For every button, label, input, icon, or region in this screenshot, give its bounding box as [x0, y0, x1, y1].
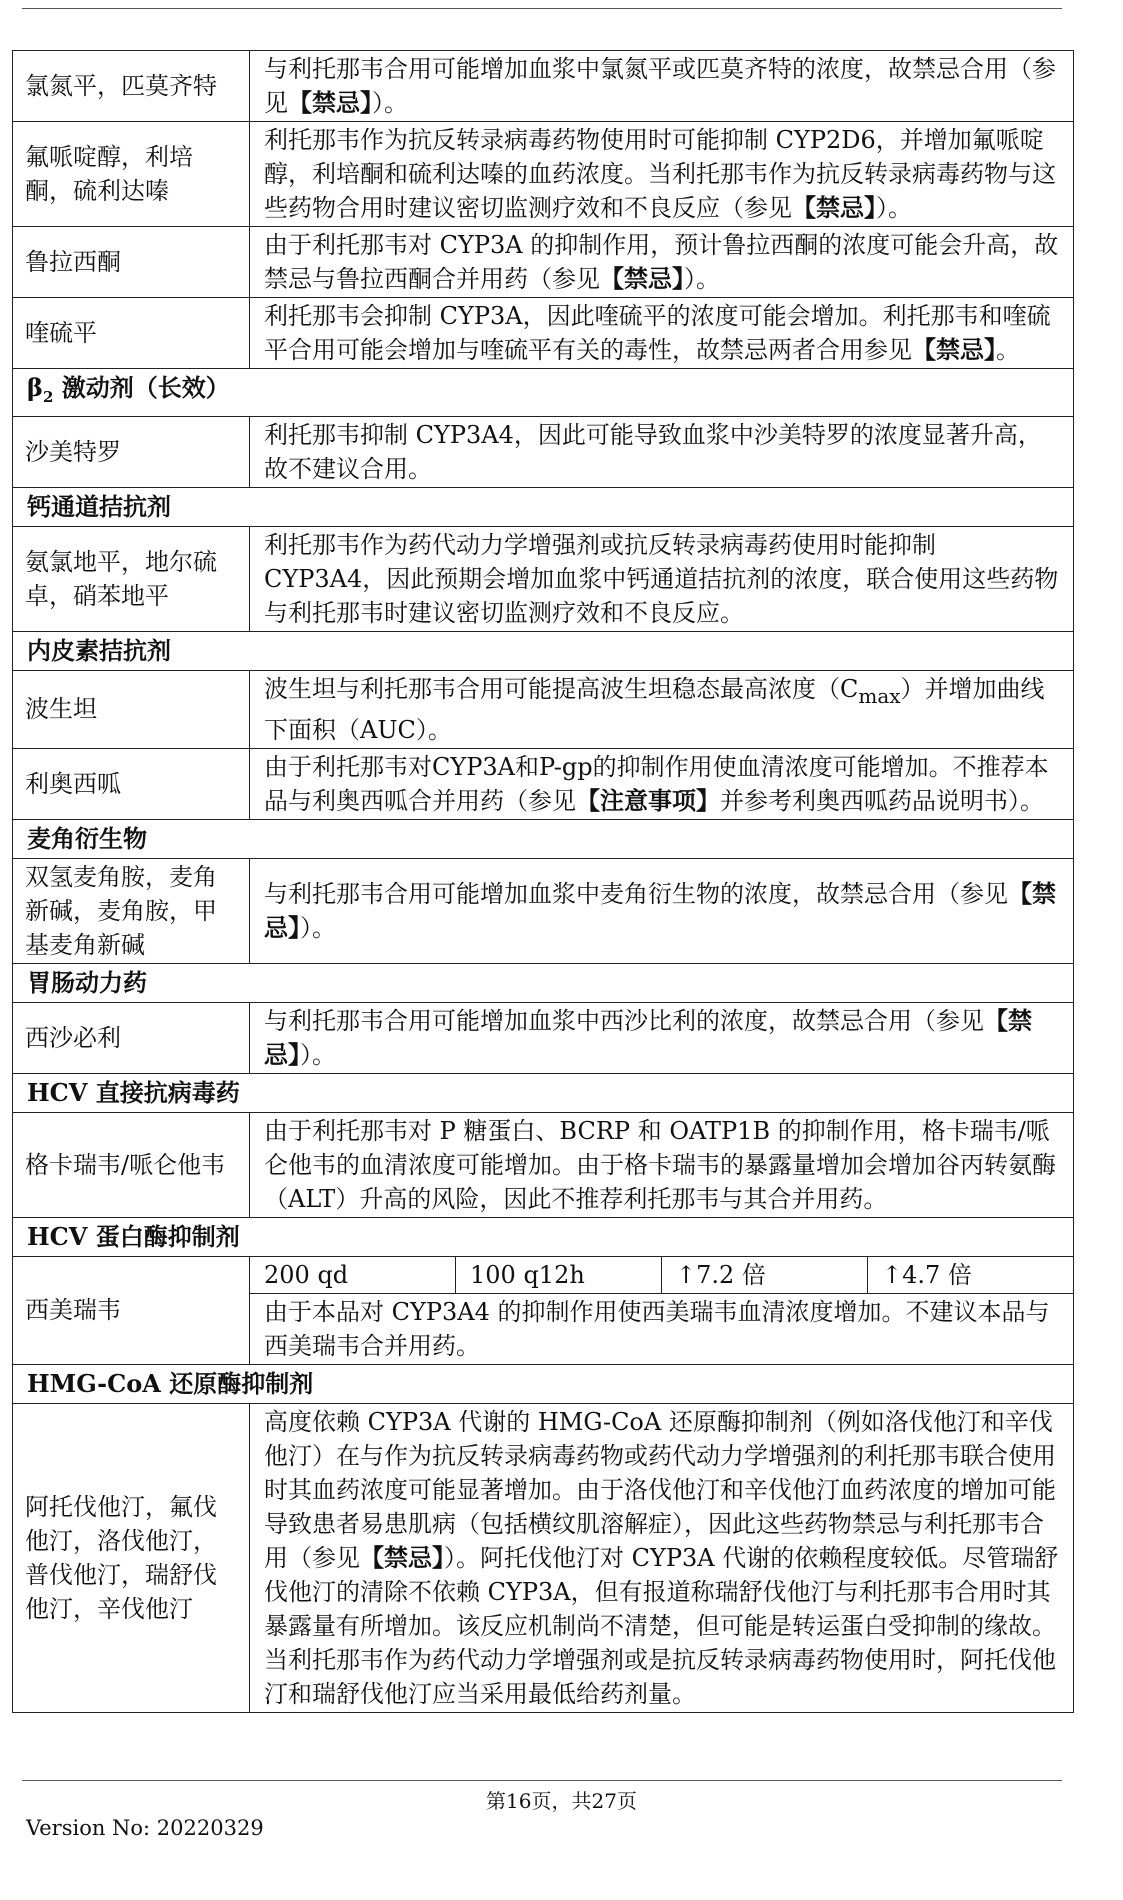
interaction-description-cell — [250, 748, 1074, 819]
drug-name-cell: 沙美特罗 — [13, 416, 250, 487]
interaction-description-cell — [250, 1112, 1074, 1217]
drug-row — [13, 1112, 1074, 1217]
category-heading: 内皮素拮抗剂 — [13, 631, 1074, 670]
header-rule — [22, 8, 1062, 9]
drug-row — [13, 298, 1074, 369]
drug-name-cell: 西沙必利 — [13, 1002, 250, 1073]
category-row — [13, 1217, 1074, 1256]
desc-text: 波生坦与利托那韦合用可能提高波生坦稳态最高浓度（C — [264, 674, 859, 703]
reference-link-text: 【禁忌】 — [288, 88, 372, 117]
desc-text: 由于利托那韦对CYP3A和P-gp的抑制作用使血清浓度可能增加。不推荐本品与利奥西呱合并用药（参见 — [264, 752, 1049, 815]
dose-cell: 100 q12h — [456, 1257, 662, 1293]
interaction-description-cell — [250, 670, 1074, 748]
drug-name-cell: 氟哌啶醇，利培酮，硫利达嗪 — [13, 122, 250, 227]
desc-text: 高度依赖 CYP3A 代谢的 HMG-CoA 还原酶抑制剂（例如洛伐他汀和辛伐他汀）在与作为抗反转录病毒药物或药代动力学增强剂的利托那韦联合使用时其血药浓度可能显著增加。由于洛伐他汀和辛伐他汀血药浓度的增加可能导致患者易患肌病（包括横纹肌溶解症），因此这些药物禁忌与利托那韦合用（参见 — [264, 1407, 1056, 1572]
dose-cell: ↑7.2 倍 — [662, 1257, 868, 1293]
interaction-description-cell — [250, 526, 1074, 631]
reference-link-text: 【注意事项】 — [576, 785, 720, 815]
desc-text: ）。 — [300, 1040, 336, 1069]
desc-text: ）。 — [876, 194, 912, 222]
drug-row — [13, 416, 1074, 487]
category-heading: HCV 蛋白酶抑制剂 — [13, 1217, 1074, 1256]
reference-link-text: 【禁忌】 — [600, 264, 684, 293]
subscript-text: max — [858, 683, 901, 708]
desc-text: ）。 — [372, 89, 408, 117]
interaction-description-cell — [250, 858, 1074, 963]
dose-row — [13, 1256, 1074, 1293]
category-label-rest: 激动剂（长效） — [53, 373, 230, 402]
desc-text: 由于利托那韦对 CYP3A 的抑制作用，预计鲁拉西酮的浓度可能会升高，故禁忌与鲁拉西酮合并用药（参见 — [264, 231, 1059, 293]
drug-interaction-table — [12, 50, 1074, 1713]
category-heading: 麦角衍生物 — [13, 819, 1074, 858]
drug-name-cell: 鲁拉西酮 — [13, 227, 250, 298]
drug-name-cell: 氯氮平，匹莫齐特 — [13, 51, 250, 122]
category-row — [13, 1364, 1074, 1403]
drug-name-cell: 氨氯地平，地尔硫卓，硝苯地平 — [13, 526, 250, 631]
desc-text: 利托那韦抑制 CYP3A4，因此可能导致血浆中沙美特罗的浓度显著升高，故不建议合用。 — [264, 420, 1042, 483]
desc-text: 。 — [996, 336, 1020, 364]
drug-row — [13, 1403, 1074, 1712]
category-heading — [13, 369, 1074, 417]
desc-text: 并参考利奥西呱药品说明书）。 — [720, 786, 1044, 815]
desc-text: 利托那韦作为药代动力学增强剂或抗反转录病毒药使用时能抑制 CYP3A4，因此预期会增加血浆中钙通道拮抗剂的浓度，联合使用这些药物与利托那韦时建议密切监测疗效和不良反应。 — [264, 530, 1059, 627]
drug-name-cell: 双氢麦角胺，麦角新碱，麦角胺，甲基麦角新碱 — [13, 858, 250, 963]
version-number: Version No: 20220329 — [26, 1816, 264, 1840]
category-heading: 钙通道拮抗剂 — [13, 487, 1074, 526]
category-row — [13, 631, 1074, 670]
desc-text: ）。 — [300, 913, 336, 942]
drug-row — [13, 122, 1074, 227]
drug-name-cell: 西美瑞韦 — [13, 1256, 250, 1364]
page-number: 第16页，共27页 — [486, 1789, 637, 1813]
desc-text: 与利托那韦合用可能增加血浆中西沙比利的浓度，故禁忌合用（参见 — [264, 1006, 984, 1035]
drug-name-cell: 喹硫平 — [13, 298, 250, 369]
dose-cells — [250, 1257, 1073, 1293]
dose-cells-container — [250, 1256, 1074, 1293]
drug-row — [13, 1002, 1074, 1073]
category-row — [13, 487, 1074, 526]
interaction-description-cell — [250, 298, 1074, 369]
drug-name-cell: 格卡瑞韦/哌仑他韦 — [13, 1112, 250, 1217]
category-row — [13, 1073, 1074, 1112]
drug-row — [13, 670, 1074, 748]
dose-cell: ↑4.7 倍 — [882, 1260, 972, 1289]
desc-text: ）并增加曲线下面积（AUC）。 — [264, 674, 1045, 744]
reference-link-text: 【禁忌】 — [264, 1005, 1032, 1069]
desc-text: 利托那韦会抑制 CYP3A，因此喹硫平的浓度可能会增加。利托那韦和喹硫平合用可能会增加与喹硫平有关的毒性，故禁忌两者合用参见 — [264, 302, 1051, 364]
drug-name-cell: 利奥西呱 — [13, 748, 250, 819]
category-heading: 胃肠动力药 — [13, 963, 1074, 1002]
drug-row — [13, 748, 1074, 819]
desc-text: 由于利托那韦对 P 糖蛋白、BCRP 和 OATP1B 的抑制作用，格卡瑞韦/哌仑他韦的血清浓度可能增加。由于格卡瑞韦的暴露量增加会增加谷丙转氨酶（ALT）升高的风险，因此不推荐利托那韦与其合并用药。 — [264, 1116, 1056, 1213]
drug-row — [13, 51, 1074, 122]
interaction-description-cell — [250, 1293, 1074, 1364]
drug-row — [13, 858, 1074, 963]
category-label: β — [27, 373, 43, 402]
category-heading: HMG-CoA 还原酶抑制剂 — [13, 1364, 1074, 1403]
desc-text: 利托那韦作为抗反转录病毒药物使用时可能抑制 CYP2D6，并增加氟哌啶醇，利培酮和硫利达嗪的血药浓度。当利托那韦作为抗反转录病毒药物与这些药物合用时建议密切监测疗效和不良反应（参见 — [264, 126, 1056, 222]
dose-cell: 200 qd — [250, 1257, 456, 1293]
desc-text: ）。 — [684, 265, 720, 293]
category-row — [13, 963, 1074, 1002]
reference-link-text: 【禁忌】 — [360, 1542, 444, 1572]
interaction-description-cell — [250, 1002, 1074, 1073]
desc-text: 与利托那韦合用可能增加血浆中氯氮平或匹莫齐特的浓度，故禁忌合用（参见 — [264, 55, 1056, 117]
reference-link-text: 【禁忌】 — [792, 193, 876, 222]
interaction-description-cell — [250, 1403, 1074, 1712]
category-row — [13, 369, 1074, 417]
reference-link-text: 【禁忌】 — [264, 878, 1056, 942]
drug-row — [13, 526, 1074, 631]
interaction-description-cell — [250, 416, 1074, 487]
footer-rule — [22, 1780, 1062, 1781]
drug-name-cell: 阿托伐他汀，氟伐他汀，洛伐他汀，普伐他汀，瑞舒伐他汀，辛伐他汀 — [13, 1403, 250, 1712]
desc-text: 由于本品对 CYP3A4 的抑制作用使西美瑞韦血清浓度增加。不建议本品与西美瑞韦合并用药。 — [264, 1297, 1050, 1360]
drug-name-cell: 波生坦 — [13, 670, 250, 748]
category-row — [13, 819, 1074, 858]
interaction-description-cell — [250, 51, 1074, 122]
interaction-description-cell — [250, 122, 1074, 227]
interaction-description-cell — [250, 227, 1074, 298]
category-heading: HCV 直接抗病毒药 — [13, 1073, 1074, 1112]
table-body — [13, 51, 1074, 1713]
desc-text: 与利托那韦合用可能增加血浆中麦角衍生物的浓度，故禁忌合用（参见 — [264, 879, 1008, 908]
drug-row — [13, 227, 1074, 298]
category-subscript: 2 — [42, 387, 54, 406]
desc-text: ）。阿托伐他汀对 CYP3A 代谢的依赖程度较低。尽管瑞舒伐他汀的清除不依赖 CYP3A，但有报道称瑞舒伐他汀与利托那韦合用时其暴露量有所增加。该反应机制尚不清楚，但可能是转运蛋白受抑制的缘故。当利托那韦作为药代动力学增强剂或是抗反转录病毒药物使用时，阿托伐他汀和瑞舒伐他汀应当采用最低给药剂量。 — [264, 1543, 1059, 1708]
reference-link-text: 【禁忌】 — [912, 335, 996, 364]
